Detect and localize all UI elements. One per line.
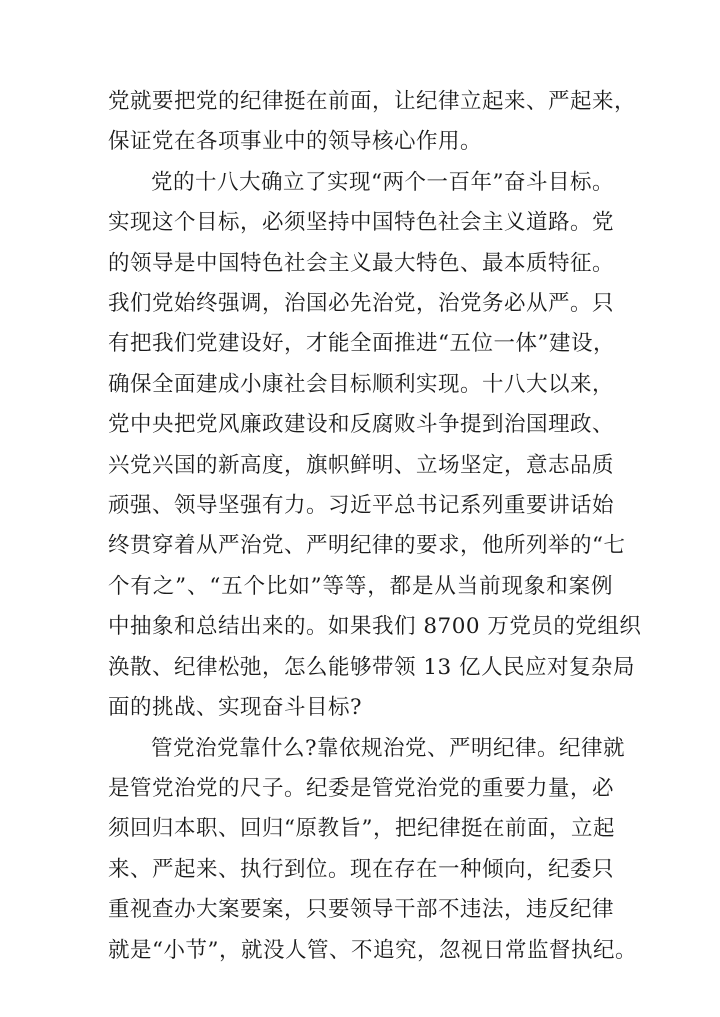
text-line: 我们党始终强调，治国必先治党，治党务必从严。只 — [108, 291, 615, 317]
text-line: 是管党治党的尺子。纪委是管党治党的重要力量，必 — [108, 775, 615, 801]
text-line: 保证党在各项事业中的领导核心作用。 — [108, 129, 483, 155]
text-line: 顽强、领导坚强有力。习近平总书记系列重要讲话始 — [108, 493, 615, 519]
text-line: 个有之”、“五个比如”等等，都是从当前现象和案例 — [108, 573, 613, 599]
paragraph-3 — [108, 729, 637, 971]
text-line: 就是“小节”，就没人管、不追究，忽视日常监督执纪。 — [108, 937, 637, 963]
text-line: 中抽象和总结出来的。如果我们 8700 万党员的党组织 — [108, 614, 642, 640]
text-line: 管党治党靠什么?靠依规治党、严明纪律。纪律就 — [151, 735, 626, 761]
paragraph-2 — [108, 163, 642, 729]
text-line: 面的挑战、实现奋斗目标? — [108, 695, 363, 721]
paragraph-1 — [108, 82, 637, 163]
text-line: 来、严起来、执行到位。现在存在一种倾向，纪委只 — [108, 856, 615, 882]
text-line: 党中央把党风廉政建设和反腐败斗争提到治国理政、 — [108, 412, 615, 438]
text-line: 涣散、纪律松弛，怎么能够带领 13 亿人民应对复杂局 — [108, 654, 636, 680]
text-line: 有把我们党建设好，才能全面推进“五位一体”建设， — [108, 331, 615, 357]
text-line: 党就要把党的纪律挺在前面，让纪律立起来、严起来， — [108, 89, 637, 114]
text-line: 终贯穿着从严治党、严明纪律的要求，他所列举的“七 — [108, 533, 626, 559]
body-text — [108, 82, 642, 971]
text-line: 确保全面建成小康社会目标顺利实现。十八大以来， — [108, 371, 615, 397]
text-line: 实现这个目标，必须坚持中国特色社会主义道路。党 — [108, 210, 615, 236]
text-line: 的领导是中国特色社会主义最大特色、最本质特征。 — [108, 250, 615, 276]
text-line: 重视查办大案要案，只要领导干部不违法，违反纪律 — [108, 897, 615, 923]
text-line: 党的十八大确立了实现“两个一百年”奋斗目标。 — [151, 169, 614, 195]
text-line: 兴党兴国的新高度，旗帜鲜明、立场坚定，意志品质 — [108, 452, 615, 478]
text-line: 须回归本职、回归“原教旨”，把纪律挺在前面，立起 — [108, 816, 615, 842]
